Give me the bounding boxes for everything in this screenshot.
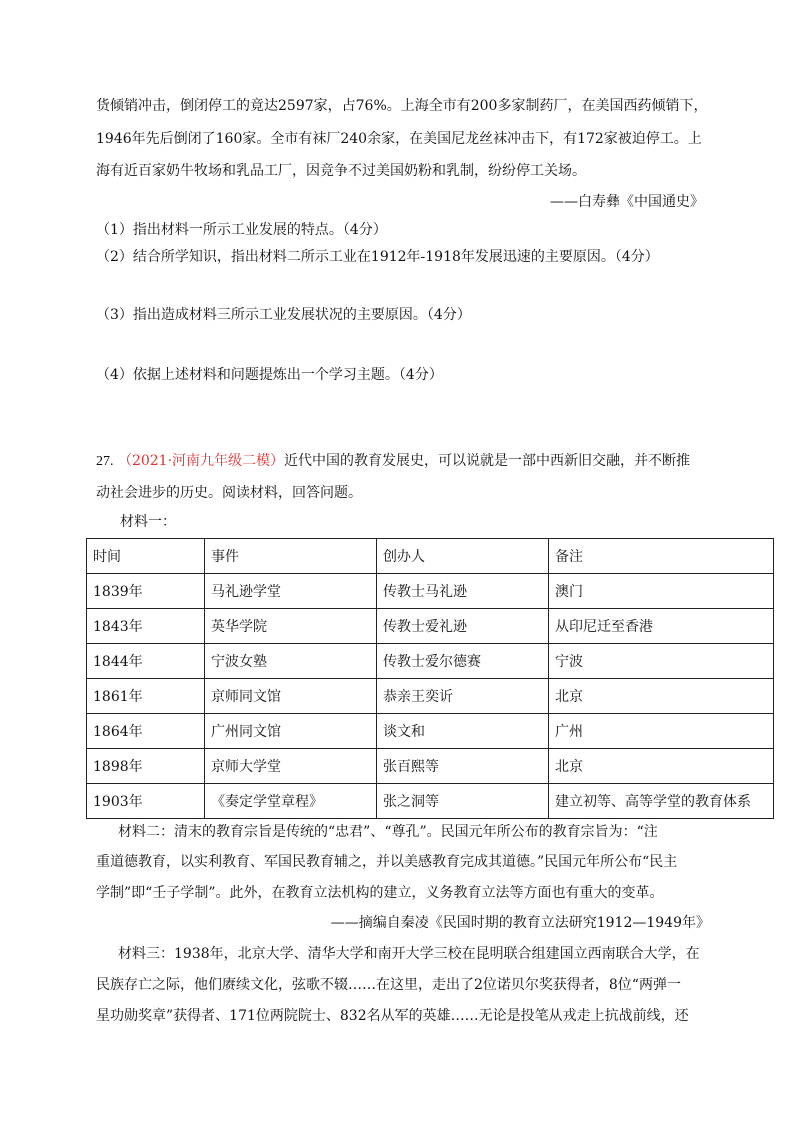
material-3-line: 星功勋奖章”获得者、171位两院院士、832名从军的英雄……无论是投笔从戎走上抗战前线，还 — [96, 1008, 689, 1024]
table-cell: 1843年 — [87, 609, 205, 644]
table-row — [87, 714, 774, 749]
table-cell: 北京 — [549, 749, 774, 784]
table-cell: 传教士爱尔德赛 — [377, 644, 549, 679]
header-cell: 创办人 — [377, 539, 549, 574]
table-cell: 1861年 — [87, 679, 205, 714]
education-history-table — [86, 538, 774, 819]
question-27-line-1 — [96, 451, 690, 472]
table-row — [87, 784, 774, 819]
table-cell: 广州 — [549, 714, 774, 749]
question-number: 27. — [96, 454, 114, 469]
material-2-line: 学制”即“壬子学制”。此外，在教育立法机构的建立，义务教育立法等方面也有重大的变革。 — [96, 885, 664, 901]
question-27-line-2: 动社会进步的历史。阅读材料，回答问题。 — [96, 485, 362, 501]
table-cell: 北京 — [549, 679, 774, 714]
material-3-line: 民族存亡之际，他们赓续文化，弦歌不辍……在这里，走出了2位诺贝尔奖获得者，8位“两弹一 — [96, 977, 681, 993]
table-header-row — [87, 539, 774, 574]
material-2-line: 重道德教育，以实利教育、军国民教育辅之，并以美感教育完成其道德。”民国元年所公布“民主 — [96, 854, 678, 870]
question-1: （1）指出材料一所示工业发展的特点。（4分） — [96, 222, 387, 238]
table-cell: 1844年 — [87, 644, 205, 679]
table-cell: 京师同文馆 — [205, 679, 377, 714]
table-cell: 宁波女塾 — [205, 644, 377, 679]
question-3: （3）指出造成材料三所示工业发展状况的主要原因。（4分） — [96, 307, 471, 323]
table-cell: 马礼逊学堂 — [205, 574, 377, 609]
header-cell: 备注 — [549, 539, 774, 574]
table-cell: 从印尼迁至香港 — [549, 609, 774, 644]
material-1-label: 材料一： — [120, 514, 176, 530]
table-row — [87, 749, 774, 784]
header-cell: 时间 — [87, 539, 205, 574]
material-3-line: 材料三：1938年，北京大学、清华大学和南开大学三校在昆明联合组建国立西南联合大学，在 — [118, 946, 700, 962]
material-2-line: 材料二：清末的教育宗旨是传统的“忠君”、“尊孔”。民国元年所公布的教育宗旨为：“注 — [118, 824, 658, 840]
table-row — [87, 679, 774, 714]
table-cell: 建立初等、高等学堂的教育体系 — [549, 784, 774, 819]
header-cell: 事件 — [205, 539, 377, 574]
table-cell: 京师大学堂 — [205, 749, 377, 784]
table-cell: 广州同文馆 — [205, 714, 377, 749]
question-2: （2）结合所学知识，指出材料二所示工业在1912年-1918年发展迅速的主要原因。（4分） — [96, 249, 659, 265]
table-cell: 谈文和 — [377, 714, 549, 749]
table-cell: 张百熙等 — [377, 749, 549, 784]
table-row — [87, 609, 774, 644]
table-cell: 传教士马礼逊 — [377, 574, 549, 609]
material-text-line: 货倾销冲击，倒闭停工的竟达2597家，占76%。上海全市有200多家制药厂，在美国西药倾销下， — [96, 98, 708, 114]
table-cell: 宁波 — [549, 644, 774, 679]
table-cell: 恭亲王奕䜣 — [377, 679, 549, 714]
material-text-line: 海有近百家奶牛牧场和乳品工厂，因竞争不过美国奶粉和乳制，纷纷停工关场。 — [96, 163, 586, 179]
table-cell: 1898年 — [87, 749, 205, 784]
table-row — [87, 644, 774, 679]
table-cell: 张之洞等 — [377, 784, 549, 819]
table-cell: 传教士爱礼逊 — [377, 609, 549, 644]
table-cell: 澳门 — [549, 574, 774, 609]
material-source: ——白寿彝《中国通史》 — [550, 194, 704, 210]
table-cell: 《奏定学堂章程》 — [205, 784, 377, 819]
material-2-source: ——摘编自秦凌《民国时期的教育立法研究1912—1949年》 — [330, 915, 710, 931]
table-cell: 英华学院 — [205, 609, 377, 644]
table-cell: 1864年 — [87, 714, 205, 749]
table-row — [87, 574, 774, 609]
question-4: （4）依据上述材料和问题提炼出一个学习主题。（4分） — [96, 367, 443, 383]
question-stem: 近代中国的教育发展史，可以说就是一部中西新旧交融，并不断推 — [284, 453, 691, 469]
table-cell: 1903年 — [87, 784, 205, 819]
table-cell: 1839年 — [87, 574, 205, 609]
exam-source-tag: （2021·河南九年级二模） — [117, 453, 285, 469]
material-text-line: 1946年先后倒闭了160家。全市有袜厂240余家，在美国尼龙丝袜冲击下，有172家被迫停工。上 — [96, 131, 702, 147]
